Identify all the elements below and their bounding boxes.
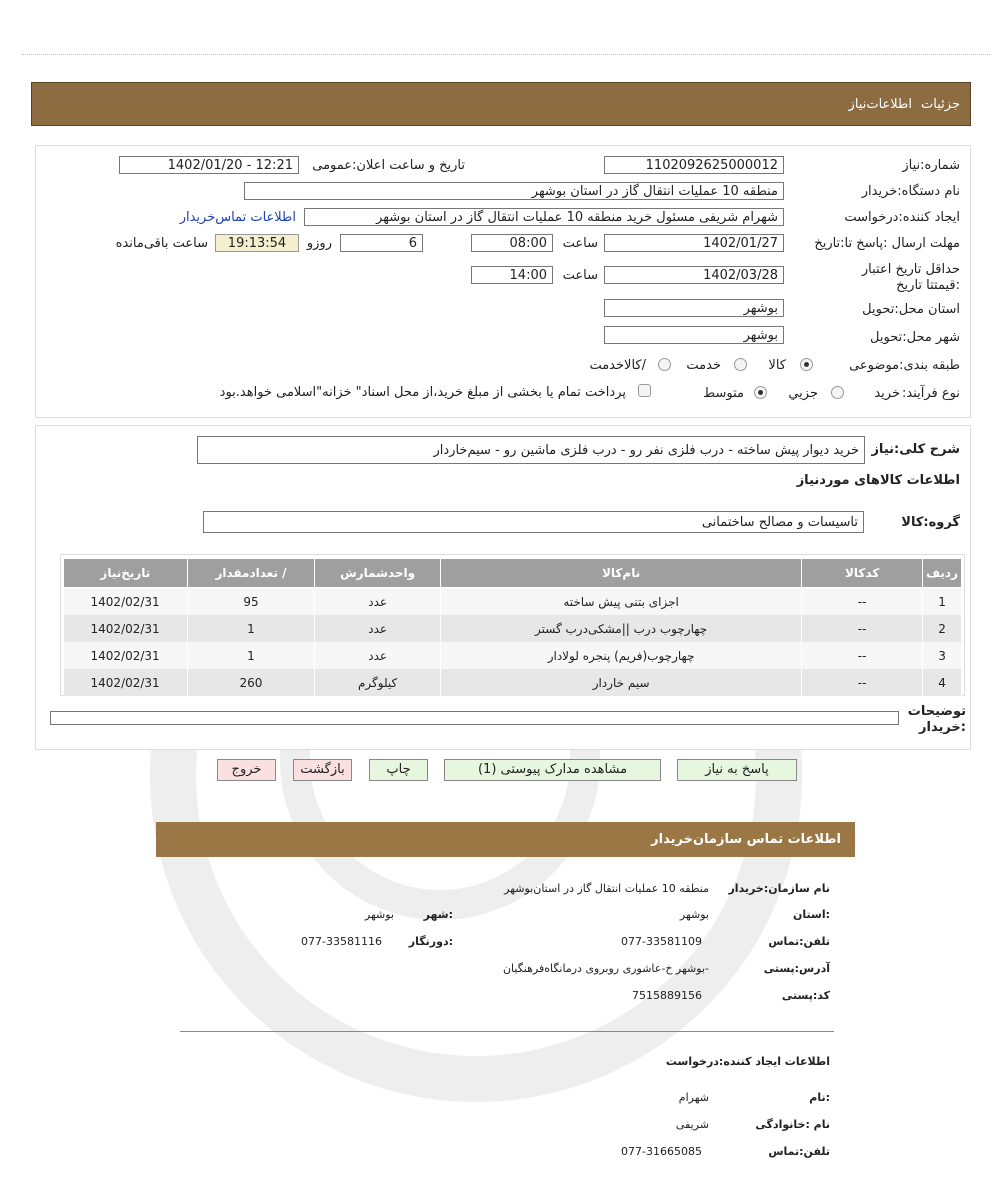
cell-code: -- bbox=[802, 669, 923, 696]
org-label: نام سازمان:خریدار bbox=[728, 882, 830, 895]
contact-divider bbox=[180, 1031, 834, 1032]
fax-label: :دورنگار bbox=[408, 935, 453, 948]
buyer-org-label: نام دستگاه:خریدار bbox=[861, 184, 960, 199]
cell-qty: 1 bbox=[187, 642, 314, 669]
validity-hour-label: ساعت bbox=[562, 268, 598, 283]
cell-row: 4 bbox=[923, 669, 962, 696]
address-value: -بوشهر خ-عاشوری روبروی درمانگاه‌فرهنگیان bbox=[502, 962, 709, 975]
goods-info-title: اطلاعات کالاهای موردنیاز bbox=[796, 473, 960, 488]
contact-province-value: بوشهر bbox=[679, 908, 709, 921]
process-buy-label: خرید bbox=[874, 386, 900, 401]
creator-name-value: شهرام bbox=[678, 1091, 709, 1104]
general-desc-field: خرید دیوار پیش ساخته - درب فلزی نفر رو - درب فلزی ماشین رو - سیم‌خاردار bbox=[197, 436, 865, 464]
address-label: آدرس:پستی bbox=[763, 962, 830, 975]
general-desc-label: شرح کلی:نیاز bbox=[871, 442, 960, 457]
fax-value: 077-33581116 bbox=[301, 935, 382, 948]
exit-button[interactable]: خروج bbox=[217, 759, 276, 781]
contact-city-value: بوشهر bbox=[364, 908, 394, 921]
cell-code: -- bbox=[802, 588, 923, 616]
buyer-org-field: منطقه 10 عملیات انتقال گاز در استان بوشهر bbox=[244, 182, 784, 200]
cell-row: 1 bbox=[923, 588, 962, 616]
table-row bbox=[64, 615, 962, 642]
cell-qty: 1 bbox=[187, 615, 314, 642]
category-goods-label: کالا bbox=[768, 358, 786, 373]
cell-name: سیم خاردار bbox=[441, 669, 802, 696]
table-row bbox=[64, 588, 962, 616]
top-divider bbox=[22, 54, 990, 55]
contact-province-label: :استان bbox=[793, 908, 830, 921]
col-name: نام‌کالا bbox=[441, 559, 802, 588]
process-minor-label: جزیي bbox=[788, 386, 818, 401]
col-date: تاریخ‌نیاز bbox=[64, 559, 188, 588]
contact-phone-value: 077-33581109 bbox=[621, 935, 702, 948]
contact-header bbox=[156, 822, 855, 857]
treasury-note: پرداخت تمام یا بخشی از مبلغ خرید،از محل اسناد" خزانه"اسلامی خواهد.بود bbox=[219, 385, 626, 400]
col-row: ردیف bbox=[923, 559, 962, 588]
need-number-field: 1102092625000012 bbox=[604, 156, 784, 174]
creator-family-label: نام :خانوادگی bbox=[755, 1118, 830, 1131]
cell-qty: 260 bbox=[187, 669, 314, 696]
remaining-timer: 19:13:54 bbox=[215, 234, 299, 252]
postal-label: کد:پستی bbox=[781, 989, 830, 1002]
category-goods-service-label: /کالاخدمت bbox=[589, 358, 646, 373]
creator-info-title: اطلاعات ایجاد کننده:درخواست bbox=[665, 1055, 830, 1068]
col-qty: / تعدادمقدار bbox=[187, 559, 314, 588]
back-button[interactable]: بازگشت bbox=[293, 759, 352, 781]
validity-label: حداقل تاریخ اعتبار :قیمتتا تاریخ bbox=[861, 262, 960, 293]
attachments-button[interactable]: مشاهده مدارک پیوستی (1) bbox=[444, 759, 661, 781]
cell-unit: کیلوگرم bbox=[315, 669, 441, 696]
province-field: بوشهر bbox=[604, 299, 784, 317]
process-label: نوع فرآیند: bbox=[902, 386, 960, 401]
category-goods-service-radio[interactable] bbox=[658, 358, 671, 371]
province-label: استان محل:تحویل bbox=[862, 302, 960, 317]
col-unit: واحدشمارش bbox=[315, 559, 441, 588]
goods-group-label: گروه:کالا bbox=[901, 515, 960, 530]
goods-group-field: تاسیسات و مصالح ساختمانی bbox=[203, 511, 864, 533]
tab-details[interactable]: جزئیات bbox=[921, 97, 960, 112]
table-row bbox=[64, 669, 962, 696]
cell-code: -- bbox=[802, 615, 923, 642]
creator-label: ایجاد کننده:درخواست bbox=[844, 210, 960, 225]
remaining-label: ساعت باقی‌مانده bbox=[115, 236, 208, 251]
contact-city-label: :شهر bbox=[423, 908, 453, 921]
buyer-notes-label: توضیحات :خریدار bbox=[907, 704, 966, 735]
cell-row: 3 bbox=[923, 642, 962, 669]
buyer-notes-field bbox=[50, 711, 899, 725]
category-label: طبقه بندی:موضوعی bbox=[849, 358, 960, 373]
deadline-time-field: 08:00 bbox=[471, 234, 553, 252]
cell-date: 1402/02/31 bbox=[64, 642, 188, 669]
items-table-header bbox=[64, 559, 962, 588]
city-field: بوشهر bbox=[604, 326, 784, 344]
cell-qty: 95 bbox=[187, 588, 314, 616]
category-goods-radio[interactable] bbox=[800, 358, 813, 371]
org-value: منطقه 10 عملیات انتقال گاز در استان‌بوشهر bbox=[504, 882, 709, 895]
deadline-hour-label: ساعت bbox=[562, 236, 598, 251]
cell-date: 1402/02/31 bbox=[64, 588, 188, 616]
table-row bbox=[64, 642, 962, 669]
creator-family-value: شریفی bbox=[675, 1118, 709, 1131]
buyer-contact-link[interactable]: اطلاعات تماس‌خریدار bbox=[179, 210, 296, 225]
tab-need-info[interactable]: اطلاعات‌نیاز bbox=[848, 97, 912, 112]
announce-label: تاریخ و ساعت اعلان:عمومی bbox=[312, 158, 465, 173]
validity-date-field: 1402/03/28 bbox=[604, 266, 784, 284]
cell-date: 1402/02/31 bbox=[64, 669, 188, 696]
cell-row: 2 bbox=[923, 615, 962, 642]
cell-name: چهارچوب درب ||مشکی‌درب گستر bbox=[441, 615, 802, 642]
process-minor-radio[interactable] bbox=[831, 386, 844, 399]
deadline-date-field: 1402/01/27 bbox=[604, 234, 784, 252]
cell-code: -- bbox=[802, 642, 923, 669]
print-button[interactable]: چاپ bbox=[369, 759, 428, 781]
treasury-checkbox[interactable] bbox=[638, 384, 651, 397]
cell-name: چهارچوب(فریم) پنجره لولادار bbox=[441, 642, 802, 669]
category-service-radio[interactable] bbox=[734, 358, 747, 371]
contact-title: اطلاعات تماس سازمان‌خریدار bbox=[651, 832, 841, 847]
cell-name: اجزای بتنی پیش ساخته bbox=[441, 588, 802, 616]
validity-time-field: 14:00 bbox=[471, 266, 553, 284]
cell-unit: عدد bbox=[315, 615, 441, 642]
city-label: شهر محل:تحویل bbox=[870, 330, 960, 345]
need-number-label: شماره:نیاز bbox=[902, 158, 960, 173]
days-label: روزو bbox=[306, 236, 332, 251]
announce-field: 1402/01/20 - 12:21 bbox=[119, 156, 299, 174]
category-service-label: خدمت bbox=[686, 358, 721, 373]
process-medium-label: متوسط bbox=[703, 386, 744, 401]
process-medium-radio[interactable] bbox=[754, 386, 767, 399]
creator-phone-label: تلفن:تماس bbox=[768, 1145, 830, 1158]
deadline-label: مهلت ارسال :پاسخ تا:تاریخ bbox=[814, 236, 960, 251]
postal-value: 7515889156 bbox=[632, 989, 702, 1002]
creator-phone-value: 077-31665085 bbox=[621, 1145, 702, 1158]
reply-button[interactable]: پاسخ به نیاز bbox=[677, 759, 797, 781]
cell-unit: عدد bbox=[315, 642, 441, 669]
creator-field: شهرام شریفی مسئول خرید منطقه 10 عملیات انتقال گاز در استان بوشهر bbox=[304, 208, 784, 226]
creator-name-label: :نام bbox=[809, 1091, 830, 1104]
col-code: کدکالا bbox=[802, 559, 923, 588]
cell-date: 1402/02/31 bbox=[64, 615, 188, 642]
days-field: 6 bbox=[340, 234, 423, 252]
cell-unit: عدد bbox=[315, 588, 441, 616]
items-table bbox=[63, 558, 962, 696]
header-tabs bbox=[31, 82, 971, 126]
contact-phone-label: تلفن:تماس bbox=[768, 935, 830, 948]
